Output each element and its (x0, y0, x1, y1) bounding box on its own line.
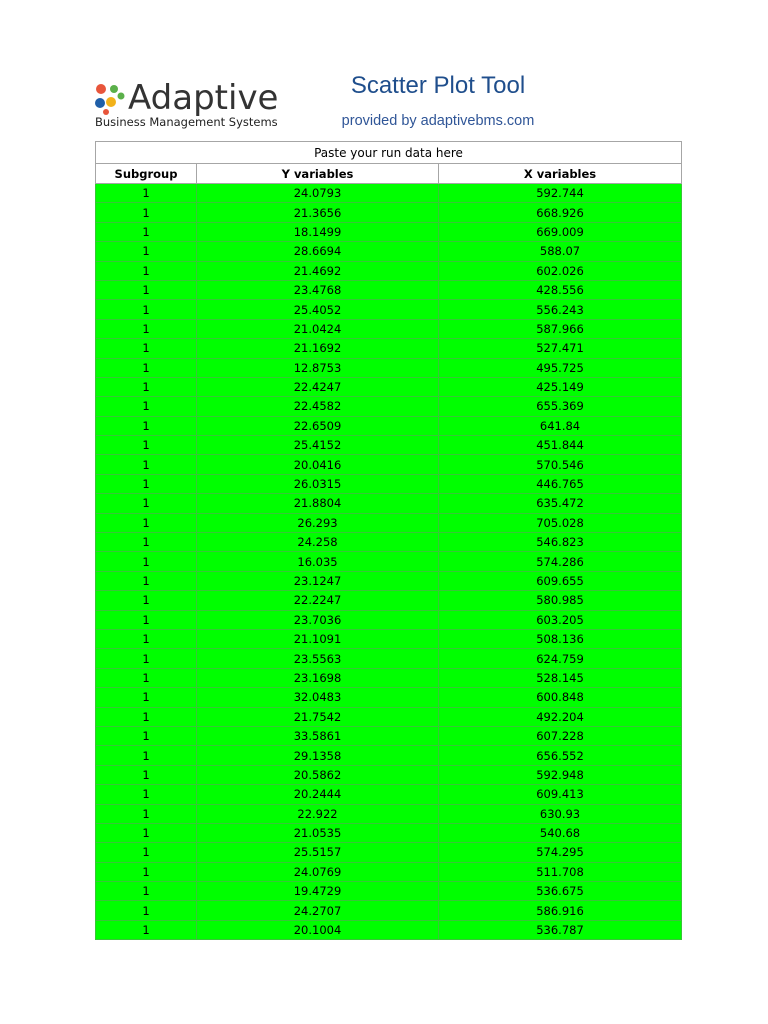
column-header-x-variables: X variables (439, 164, 682, 184)
y-value-cell[interactable]: 19.4729 (197, 882, 439, 901)
table-row (96, 300, 682, 319)
x-value-cell[interactable]: 635.472 (439, 494, 682, 513)
logo-tagline: Business Management Systems (95, 115, 278, 129)
x-value-cell[interactable]: 609.413 (439, 785, 682, 804)
page-subtitle: provided by adaptivebms.com (341, 113, 535, 129)
x-value-cell[interactable]: 536.675 (439, 882, 682, 901)
subgroup-cell[interactable]: 1 (96, 455, 197, 474)
column-header-subgroup: Subgroup (96, 164, 197, 184)
table-row (96, 455, 682, 474)
subgroup-cell[interactable]: 1 (96, 242, 197, 261)
x-value-cell[interactable]: 656.552 (439, 746, 682, 765)
y-value-cell[interactable]: 22.4582 (197, 397, 439, 416)
y-value-cell[interactable]: 21.7542 (197, 707, 439, 726)
subgroup-cell[interactable]: 1 (96, 203, 197, 222)
y-value-cell[interactable]: 26.0315 (197, 474, 439, 493)
table-row (96, 184, 682, 203)
subgroup-cell[interactable]: 1 (96, 688, 197, 707)
subgroup-cell[interactable]: 1 (96, 358, 197, 377)
y-value-cell[interactable]: 21.3656 (197, 203, 439, 222)
x-value-cell[interactable]: 428.556 (439, 280, 682, 299)
paste-instruction-row (96, 142, 682, 164)
subgroup-cell[interactable]: 1 (96, 377, 197, 396)
x-value-cell[interactable]: 492.204 (439, 707, 682, 726)
x-value-cell[interactable]: 669.009 (439, 222, 682, 241)
y-value-cell[interactable]: 33.5861 (197, 726, 439, 745)
x-value-cell[interactable]: 600.848 (439, 688, 682, 707)
table-row (96, 377, 682, 396)
subgroup-cell[interactable]: 1 (96, 804, 197, 823)
x-value-cell[interactable]: 607.228 (439, 726, 682, 745)
subgroup-cell[interactable]: 1 (96, 184, 197, 203)
x-value-cell[interactable]: 446.765 (439, 474, 682, 493)
table-row (96, 203, 682, 222)
table-row (96, 358, 682, 377)
x-value-cell[interactable]: 546.823 (439, 533, 682, 552)
y-value-cell[interactable]: 20.1004 (197, 920, 439, 939)
x-value-cell[interactable]: 495.725 (439, 358, 682, 377)
logo-wordmark: Adaptive (128, 78, 279, 118)
subgroup-cell[interactable]: 1 (96, 746, 197, 765)
x-value-cell[interactable]: 641.84 (439, 416, 682, 435)
x-value-cell[interactable]: 540.68 (439, 823, 682, 842)
adaptive-logo (94, 80, 294, 132)
y-value-cell[interactable]: 22.6509 (197, 416, 439, 435)
y-value-cell[interactable]: 29.1358 (197, 746, 439, 765)
subgroup-cell[interactable]: 1 (96, 610, 197, 629)
x-value-cell[interactable]: 592.948 (439, 765, 682, 784)
x-value-cell[interactable]: 528.145 (439, 668, 682, 687)
subgroup-cell[interactable]: 1 (96, 920, 197, 939)
y-value-cell[interactable]: 20.2444 (197, 785, 439, 804)
subgroup-cell[interactable]: 1 (96, 591, 197, 610)
subgroup-cell[interactable]: 1 (96, 668, 197, 687)
x-value-cell[interactable]: 630.93 (439, 804, 682, 823)
subgroup-cell[interactable]: 1 (96, 300, 197, 319)
x-value-cell[interactable]: 511.708 (439, 862, 682, 881)
table-row (96, 610, 682, 629)
table-row (96, 649, 682, 668)
y-value-cell[interactable]: 21.0535 (197, 823, 439, 842)
y-value-cell[interactable]: 23.4768 (197, 280, 439, 299)
x-value-cell[interactable]: 587.966 (439, 319, 682, 338)
table-row (96, 901, 682, 920)
y-value-cell[interactable]: 21.8804 (197, 494, 439, 513)
y-value-cell[interactable]: 23.1247 (197, 571, 439, 590)
table-row (96, 397, 682, 416)
x-value-cell[interactable]: 668.926 (439, 203, 682, 222)
subgroup-cell[interactable]: 1 (96, 339, 197, 358)
subgroup-cell[interactable]: 1 (96, 785, 197, 804)
table-row (96, 726, 682, 745)
table-row (96, 785, 682, 804)
y-value-cell[interactable]: 21.1091 (197, 629, 439, 648)
subgroup-cell[interactable]: 1 (96, 843, 197, 862)
y-value-cell[interactable]: 23.5563 (197, 649, 439, 668)
subgroup-cell[interactable]: 1 (96, 474, 197, 493)
x-value-cell[interactable]: 574.286 (439, 552, 682, 571)
x-value-cell[interactable]: 705.028 (439, 513, 682, 532)
table-row (96, 533, 682, 552)
subgroup-cell[interactable]: 1 (96, 629, 197, 648)
x-value-cell[interactable]: 624.759 (439, 649, 682, 668)
table-row (96, 474, 682, 493)
x-value-cell[interactable]: 580.985 (439, 591, 682, 610)
subgroup-cell[interactable]: 1 (96, 901, 197, 920)
subgroup-cell[interactable]: 1 (96, 513, 197, 532)
table-row (96, 436, 682, 455)
x-value-cell[interactable]: 425.149 (439, 377, 682, 396)
y-value-cell[interactable]: 24.2707 (197, 901, 439, 920)
table-row (96, 494, 682, 513)
y-value-cell[interactable]: 26.293 (197, 513, 439, 532)
paste-instruction: Paste your run data here (96, 142, 682, 164)
subgroup-cell[interactable]: 1 (96, 552, 197, 571)
x-value-cell[interactable]: 655.369 (439, 397, 682, 416)
y-value-cell[interactable]: 28.6694 (197, 242, 439, 261)
table-body (96, 184, 682, 940)
subgroup-cell[interactable]: 1 (96, 397, 197, 416)
subgroup-cell[interactable]: 1 (96, 823, 197, 842)
table-row (96, 765, 682, 784)
subgroup-cell[interactable]: 1 (96, 862, 197, 881)
y-value-cell[interactable]: 23.1698 (197, 668, 439, 687)
x-value-cell[interactable]: 588.07 (439, 242, 682, 261)
table-row (96, 513, 682, 532)
table-row (96, 629, 682, 648)
y-value-cell[interactable]: 24.0769 (197, 862, 439, 881)
x-value-cell[interactable]: 574.295 (439, 843, 682, 862)
table-row (96, 222, 682, 241)
y-value-cell[interactable]: 20.5862 (197, 765, 439, 784)
y-value-cell[interactable]: 25.4152 (197, 436, 439, 455)
adaptive-logo-icon (94, 82, 128, 116)
x-value-cell[interactable]: 527.471 (439, 339, 682, 358)
table-row (96, 416, 682, 435)
y-value-cell[interactable]: 12.8753 (197, 358, 439, 377)
column-header-y-variables: Y variables (197, 164, 439, 184)
subgroup-cell[interactable]: 1 (96, 319, 197, 338)
x-value-cell[interactable]: 451.844 (439, 436, 682, 455)
table-row (96, 707, 682, 726)
y-value-cell[interactable]: 18.1499 (197, 222, 439, 241)
y-value-cell[interactable]: 32.0483 (197, 688, 439, 707)
table-row (96, 319, 682, 338)
table-row (96, 920, 682, 939)
table-row (96, 823, 682, 842)
table-row (96, 280, 682, 299)
table-row (96, 843, 682, 862)
table-row (96, 688, 682, 707)
y-value-cell[interactable]: 24.258 (197, 533, 439, 552)
x-value-cell[interactable]: 556.243 (439, 300, 682, 319)
table-row (96, 339, 682, 358)
run-data-table (95, 141, 682, 940)
subgroup-cell[interactable]: 1 (96, 882, 197, 901)
table-row (96, 242, 682, 261)
x-value-cell[interactable]: 609.655 (439, 571, 682, 590)
y-value-cell[interactable]: 25.5157 (197, 843, 439, 862)
subgroup-cell[interactable]: 1 (96, 571, 197, 590)
table-row (96, 746, 682, 765)
subgroup-cell[interactable]: 1 (96, 707, 197, 726)
x-value-cell[interactable]: 570.546 (439, 455, 682, 474)
table-row (96, 261, 682, 280)
x-value-cell[interactable]: 586.916 (439, 901, 682, 920)
y-value-cell[interactable]: 23.7036 (197, 610, 439, 629)
y-value-cell[interactable]: 16.035 (197, 552, 439, 571)
table-row (96, 804, 682, 823)
y-value-cell[interactable]: 21.1692 (197, 339, 439, 358)
y-value-cell[interactable]: 25.4052 (197, 300, 439, 319)
x-value-cell[interactable]: 536.787 (439, 920, 682, 939)
subgroup-cell[interactable]: 1 (96, 533, 197, 552)
y-value-cell[interactable]: 22.2247 (197, 591, 439, 610)
column-header-row (96, 164, 682, 184)
x-value-cell[interactable]: 508.136 (439, 629, 682, 648)
subgroup-cell[interactable]: 1 (96, 765, 197, 784)
y-value-cell[interactable]: 20.0416 (197, 455, 439, 474)
subgroup-cell[interactable]: 1 (96, 416, 197, 435)
x-value-cell[interactable]: 602.026 (439, 261, 682, 280)
y-value-cell[interactable]: 24.0793 (197, 184, 439, 203)
subgroup-cell[interactable]: 1 (96, 261, 197, 280)
table-row (96, 668, 682, 687)
y-value-cell[interactable]: 21.0424 (197, 319, 439, 338)
y-value-cell[interactable]: 22.4247 (197, 377, 439, 396)
table-row (96, 862, 682, 881)
table-row (96, 882, 682, 901)
subgroup-cell[interactable]: 1 (96, 494, 197, 513)
subgroup-cell[interactable]: 1 (96, 726, 197, 745)
subgroup-cell[interactable]: 1 (96, 280, 197, 299)
subgroup-cell[interactable]: 1 (96, 649, 197, 668)
subgroup-cell[interactable]: 1 (96, 436, 197, 455)
y-value-cell[interactable]: 22.922 (197, 804, 439, 823)
x-value-cell[interactable]: 603.205 (439, 610, 682, 629)
subgroup-cell[interactable]: 1 (96, 222, 197, 241)
table-row (96, 571, 682, 590)
page-title: Scatter Plot Tool (350, 72, 526, 99)
table-row (96, 552, 682, 571)
x-value-cell[interactable]: 592.744 (439, 184, 682, 203)
y-value-cell[interactable]: 21.4692 (197, 261, 439, 280)
table-row (96, 591, 682, 610)
